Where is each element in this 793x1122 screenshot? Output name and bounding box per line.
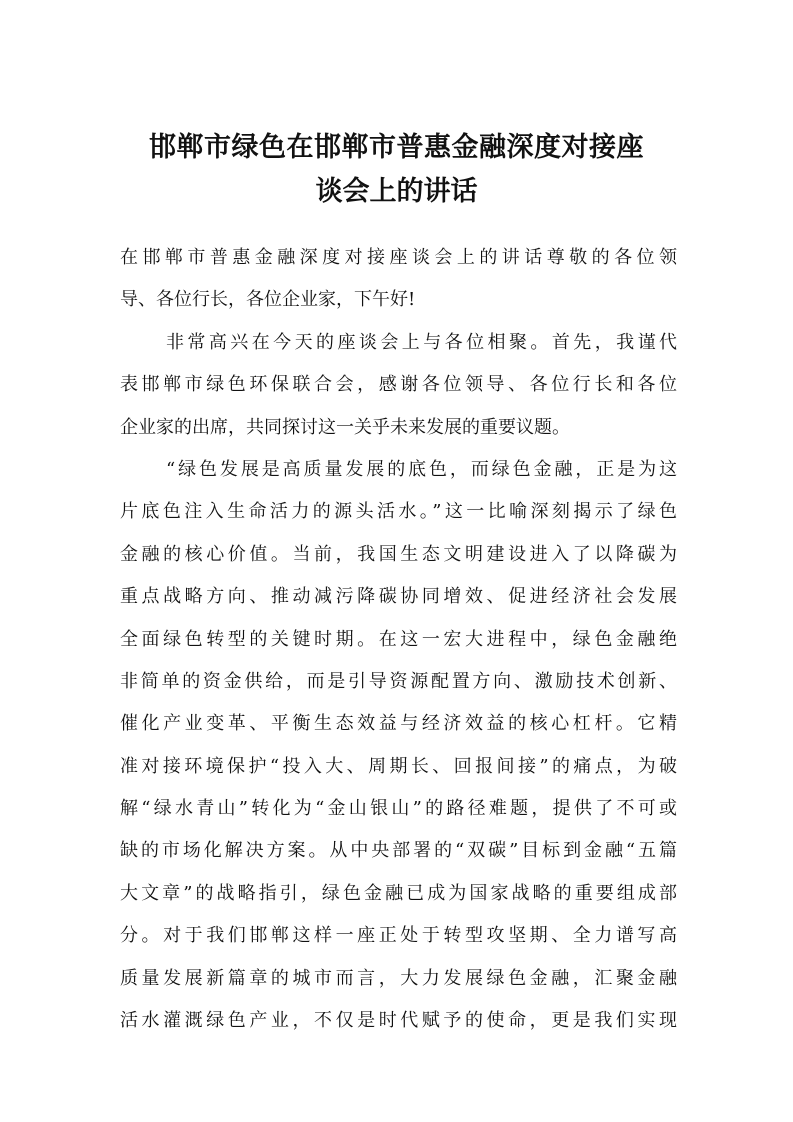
paragraph-2-line: 表邯郸市绿色环保联合会，感谢各位领导、各位行长和各位 <box>120 374 677 396</box>
paragraph-3-line: 活水灌溉绿色产业，不仅是时代赋予的使命，更是我们实现 <box>120 1010 677 1032</box>
paragraph-3-line: 大文章”的战略指引，绿色金融已成为国家战略的重要组成部 <box>120 882 677 904</box>
paragraph-3-line: 质量发展新篇章的城市而言，大力发展绿色金融，汇聚金融 <box>120 967 677 989</box>
paragraph-2-line: 企业家的出席，共同探讨这一关乎未来发展的重要议题。 <box>120 416 570 438</box>
paragraph-1-line: 导、各位行长，各位企业家，下午好! <box>120 289 416 311</box>
document-title-line-1: 邯郸市绿色在邯郸市普惠金融深度对接座 <box>149 132 644 163</box>
paragraph-3-line: 准对接环境保护“投入大、周期长、回报间接”的痛点，为破 <box>120 755 677 777</box>
paragraph-2-line: 非常高兴在今天的座谈会上与各位相聚。首先，我谨代 <box>166 331 677 353</box>
paragraph-3-line: 缺的市场化解决方案。从中央部署的“双碳”目标到金融“五篇 <box>120 840 677 862</box>
paragraph-3-line: “绿色发展是高质量发展的底色，而绿色金融，正是为这 <box>166 458 677 480</box>
paragraph-3-line: 片底色注入生命活力的源头活水。”这一比喻深刻揭示了绿色 <box>120 501 677 523</box>
paragraph-3-line: 全面绿色转型的关键时期。在这一宏大进程中，绿色金融绝 <box>120 628 677 650</box>
paragraph-3-line: 非简单的资金供给，而是引导资源配置方向、激励技术创新、 <box>120 670 677 692</box>
paragraph-3-line: 催化产业变革、平衡生态效益与经济效益的核心杠杆。它精 <box>120 713 677 735</box>
paragraph-3-line: 解“绿水青山”转化为“金山银山”的路径难题，提供了不可或 <box>120 798 677 820</box>
paragraph-3-line: 金融的核心价值。当前，我国生态文明建设进入了以降碳为 <box>120 543 677 565</box>
paragraph-3-line: 重点战略方向、推动减污降碳协同增效、促进经济社会发展 <box>120 586 677 608</box>
paragraph-3-line: 分。对于我们邯郸这样一座正处于转型攻坚期、全力谱写高 <box>120 925 677 947</box>
document-title-line-2: 谈会上的讲话 <box>315 176 478 207</box>
paragraph-1-line: 在邯郸市普惠金融深度对接座谈会上的讲话尊敬的各位领 <box>120 247 677 268</box>
document-body <box>120 237 677 1042</box>
